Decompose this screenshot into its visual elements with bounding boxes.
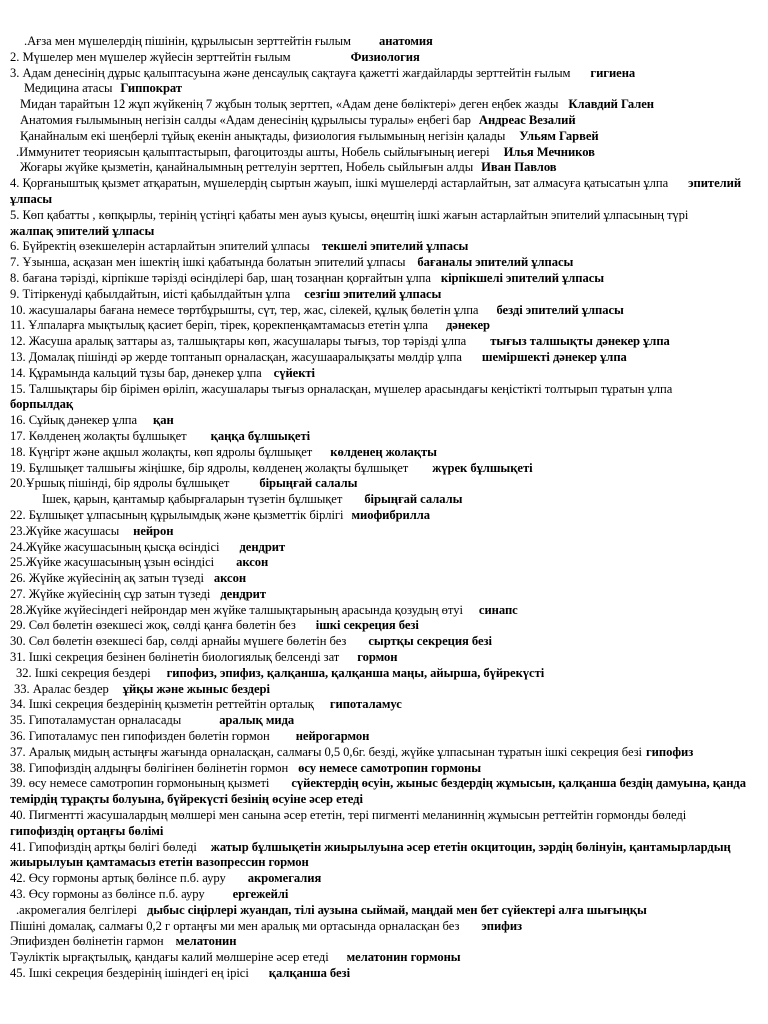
question-text: 4. Қорғаныштық қызмет атқаратын, мүшелердің сыртын жауып, ішкі мүшелерді астарлайтын, зат алмасуға қатысатын ұлпа bbox=[10, 176, 669, 191]
answer-text: дыбыс сіңірлері жуандап, тілі аузына сыймай, маңдай мен бет сүйектері алға шығыңқы bbox=[146, 902, 647, 917]
answer-text: гипоталамус bbox=[329, 697, 402, 712]
question-line bbox=[10, 255, 756, 271]
question-line bbox=[10, 524, 756, 540]
answer-text: жалпақ эпителий ұлпасы bbox=[10, 223, 155, 238]
question-text: Тәуліктік ырғақтылық, қандағы калий мөлшеріне әсер етеді bbox=[10, 950, 329, 965]
answer-text: мелатонин гормоны bbox=[346, 950, 461, 965]
question-text: .Иммунитет теориясын қалыптастырып, фагоцитозды ашты, Нобель сыйлығының иегері bbox=[16, 144, 490, 159]
question-text: 30. Сөл бөлетін өзекшесі бар, сөлді арнайы мүшеге бөлетін без bbox=[10, 634, 347, 649]
question-text: Ішек, қарын, қантамыр қабырғаларын түзетін бұлшықет bbox=[42, 492, 343, 507]
question-text: 9. Тітіркенуді қабылдайтын, иісті қабылдайтын ұлпа bbox=[10, 286, 291, 301]
question-line bbox=[10, 587, 756, 603]
question-text: .акромегалия белгілері bbox=[16, 902, 137, 917]
question-text: 14. Құрамында кальций тұзы бар, дәнекер ұлпа bbox=[10, 365, 262, 380]
answer-text: Иван Павлов bbox=[481, 160, 557, 175]
question-text: 17. Көлденең жолақты бұлшықет bbox=[10, 428, 187, 443]
question-text: 6. Бүйректің өзекшелерін астарлайтын эпителий ұлпасы bbox=[10, 239, 310, 254]
question-text: Жоғары жүйке қызметін, қанайналымның реттелуін зерттеп, Нобель сыйлығын алды bbox=[20, 160, 474, 175]
answer-text: сезгіш эпителий ұлпасы bbox=[304, 286, 442, 301]
question-line bbox=[10, 334, 756, 350]
answer-text: дендрит bbox=[220, 586, 267, 601]
answer-text: шеміршекті дәнекер ұлпа bbox=[481, 349, 627, 364]
question-text: Эпифизден бөлінетін гармон bbox=[10, 934, 164, 949]
question-text: 40. Пигментті жасушалардың мөлшері мен санына әсер ететін, тері пигменті меланиннің жұмысын реттейтін гормонды бөледі bbox=[10, 808, 687, 823]
answer-text: дәнекер bbox=[445, 318, 490, 333]
answer-text: кірпікшелі эпителий ұлпасы bbox=[440, 270, 605, 285]
question-line bbox=[10, 697, 756, 713]
answer-text: гипофиздің ортаңғы бөлімі bbox=[10, 823, 164, 838]
question-text: 5. Көп қабатты , көпқырлы, терінің үстіңгі қабаты мен ауыз қуысы, өңештің ішкі жағын астарлайтын эпителий ұлпасының түрі bbox=[10, 207, 689, 222]
answer-text: мелатонин bbox=[175, 934, 237, 949]
question-text: 26. Жүйке жүйесінің ақ затын түзеді bbox=[10, 571, 204, 586]
question-line bbox=[10, 887, 756, 903]
answer-text: миофибрилла bbox=[351, 507, 431, 522]
question-line bbox=[10, 840, 756, 872]
question-text: 23.Жүйке жасушасы bbox=[10, 523, 120, 538]
question-line bbox=[10, 318, 756, 334]
answer-text: бірыңғай салалы bbox=[364, 492, 463, 507]
question-line bbox=[10, 729, 756, 745]
answer-text: аксон bbox=[236, 555, 269, 570]
answer-text: ұйқы және жыныс бездері bbox=[122, 681, 270, 696]
question-line bbox=[10, 366, 756, 382]
answer-text: гипофиз bbox=[646, 744, 694, 759]
question-line bbox=[10, 682, 756, 698]
question-text: 35. Гипоталамустан орналасады bbox=[10, 713, 182, 728]
question-line bbox=[10, 303, 756, 319]
question-line bbox=[10, 603, 756, 619]
answer-text: анатомия bbox=[378, 34, 433, 48]
question-line bbox=[10, 239, 756, 255]
answer-text: безді эпителий ұлпасы bbox=[496, 302, 624, 317]
question-text: 25.Жүйке жасушасының ұзын өсіндісі bbox=[10, 555, 215, 570]
answer-text: көлденең жолақты bbox=[330, 444, 437, 459]
question-line bbox=[10, 555, 756, 571]
question-text: 10. жасушалары бағана немесе төртбұрышты, сүт, тер, жас, сілекей, құлық бөлетін ұлпа bbox=[10, 302, 479, 317]
question-line bbox=[10, 666, 756, 682]
question-line bbox=[10, 350, 756, 366]
answer-text: борпылдақ bbox=[10, 397, 74, 412]
question-line bbox=[10, 903, 756, 919]
question-line bbox=[10, 160, 756, 176]
question-text: 20.Ұршық пішінді, бір ядролы бұлшықет bbox=[10, 476, 230, 491]
answer-text: сыртқы секреция безі bbox=[368, 634, 492, 649]
question-text: 43. Өсу гормоны аз бөлінсе п.б. ауру bbox=[10, 887, 205, 902]
answer-text: жатыр бұлшықетін жиырылуына әсер ететін окцитоцин, зәрдің бөлінуін, қантамырлардың жиырылуын қамтамасыз ететін вазопрессин гормон bbox=[10, 839, 731, 870]
answer-text: Гиппократ bbox=[120, 81, 182, 96]
answer-text: Клавдий Гален bbox=[568, 97, 654, 112]
answer-text: тығыз талшықты дәнекер ұлпа bbox=[490, 334, 670, 349]
question-line bbox=[10, 934, 756, 950]
question-text: 3. Адам денесінің дұрыс қалыптасуына және денсаулық сақтауға қажетті жағдайларды зерттейтін ғылым bbox=[10, 65, 571, 80]
question-text: 24.Жүйке жасушасының қысқа өсіндісі bbox=[10, 539, 220, 554]
answer-text: Ульям Гарвей bbox=[519, 128, 599, 143]
question-line bbox=[10, 81, 756, 97]
question-line bbox=[10, 145, 756, 161]
question-line bbox=[10, 445, 756, 461]
answer-text: Физиология bbox=[350, 49, 420, 64]
answer-text: бағаналы эпителий ұлпасы bbox=[417, 255, 574, 270]
question-text: 39. өсу немесе самотропин гормонының қызметі bbox=[10, 776, 270, 791]
question-line bbox=[10, 508, 756, 524]
answer-text: эпифиз bbox=[481, 918, 523, 933]
question-line bbox=[10, 634, 756, 650]
answer-text: нейрон bbox=[133, 523, 174, 538]
question-line bbox=[10, 761, 756, 777]
question-text: 41. Гипофиздің артқы бөлігі бөледі bbox=[10, 839, 197, 854]
question-line bbox=[10, 650, 756, 666]
question-text: 18. Күңгірт және ақшыл жолақты, көп ядролы бұлшықет bbox=[10, 444, 313, 459]
question-text: 29. Сөл бөлетін өзекшесі жоқ, сөлді қанға бөлетін без bbox=[10, 618, 296, 633]
answer-text: сүйектердің өсуін, жыныс бездердің жұмысын, қалқанша бездің дамуына, қанда темірдің тұрақты болуына, бүйрекүсті безінің өсуіне әсер етеді bbox=[10, 776, 746, 807]
answer-text: эпителий ұлпасы bbox=[10, 176, 742, 206]
answer-text: Илья Мечников bbox=[503, 144, 595, 159]
question-text: Пішіні домалақ, салмағы 0,2 г ортаңғы ми мен аралық ми ортасында орналасқан без bbox=[10, 918, 460, 933]
question-line bbox=[10, 34, 756, 50]
answer-text: аксон bbox=[213, 571, 247, 586]
question-text: 27. Жүйке жүйесінің сұр затын түзеді bbox=[10, 586, 211, 601]
question-line bbox=[10, 540, 756, 556]
question-line bbox=[10, 871, 756, 887]
question-line bbox=[10, 713, 756, 729]
question-text: 8. бағана тәрізді, кірпікше тәрізді өсінділері бар, шаң тозаңнан қорғайтын ұлпа bbox=[10, 270, 431, 285]
question-text: 15. Талшықтары бір бірімен өріліп, жасушалары тығыз орналасқан, мүшелер арасындағы кеңістікті толтырып тұратын ұлпа bbox=[10, 381, 673, 396]
question-line bbox=[10, 745, 756, 761]
answer-text: қан bbox=[153, 413, 174, 428]
question-text: 36. Гипоталамус пен гипофизден бөлетін гормон bbox=[10, 729, 270, 744]
question-text: 13. Домалақ пішінді әр жерде топтанып орналасқан, жасушааралықзаты мөлдір ұлпа bbox=[10, 349, 462, 364]
answer-text: ішкі секреция безі bbox=[315, 618, 419, 633]
answer-text: текшелі эпителий ұлпасы bbox=[321, 239, 469, 254]
question-line bbox=[10, 382, 756, 414]
question-text: 2. Мүшелер мен мүшелер жүйесін зерттейтін ғылым bbox=[10, 49, 291, 64]
answer-text: синапс bbox=[478, 602, 518, 617]
question-line bbox=[10, 208, 756, 240]
question-text: 16. Сұйық дәнекер ұлпа bbox=[10, 413, 138, 428]
question-text: 42. Өсу гормоны артық бөлінсе п.б. ауру bbox=[10, 871, 226, 886]
question-line bbox=[10, 966, 756, 982]
question-text: 7. Ұзынша, асқазан мен ішектің ішкі қабатында болатын эпителий ұлпасы bbox=[10, 255, 406, 270]
question-line bbox=[10, 113, 756, 129]
question-text: 37. Аралық мидың астыңғы жағында орналасқан, салмағы 0,5 0,6г. безді, жүйке ұлпасынан тұратын ішкі секреция безі bbox=[10, 744, 643, 759]
answer-text: дендрит bbox=[239, 539, 286, 554]
answer-text: Андреас Везалий bbox=[478, 112, 576, 127]
question-line bbox=[10, 919, 756, 935]
answer-text: бірыңғай салалы bbox=[259, 476, 358, 491]
question-text: 45. Ішкі секреция бездерінің ішіндегі ең ірісі bbox=[10, 966, 249, 981]
question-line bbox=[10, 492, 756, 508]
question-text: 22. Бұлшықет ұлпасының құрылымдық және қызметтік бірлігі bbox=[10, 507, 344, 522]
question-line bbox=[10, 50, 756, 66]
answer-text: жүрек бұлшықеті bbox=[432, 460, 533, 475]
question-text: 28.Жүйке жүйесіндегі нейрондар мен жүйке талшықтарының арасында қозудың өтуі bbox=[10, 602, 463, 617]
question-text: 19. Бұлшықет талшығы жіңішке, бір ядролы, көлденең жолақты бұлшықет bbox=[10, 460, 409, 475]
answer-text: акромегалия bbox=[247, 871, 322, 886]
question-text: Медицина атасы bbox=[24, 81, 113, 96]
question-text: Анатомия ғылымының негізін салды «Адам денесінің құрылысы туралы» еңбегі бар bbox=[20, 112, 471, 127]
question-text: Қанайналым екі шеңберлі тұйық екенін анықтады, физиология ғылымының негізін қалады bbox=[20, 128, 506, 143]
question-text: 12. Жасуша аралық заттары аз, талшықтары көп, жасушалары тығыз, тор тәрізді ұлпа bbox=[10, 334, 467, 349]
answer-text: нейрогармон bbox=[295, 729, 370, 744]
question-line bbox=[10, 129, 756, 145]
question-line bbox=[10, 66, 756, 82]
question-text: 32. Ішкі секреция бездері bbox=[16, 665, 151, 680]
question-line bbox=[10, 287, 756, 303]
answer-text: гипофиз, эпифиз, қалқанша, қалқанша маңы, айырша, бүйрекүсті bbox=[166, 665, 545, 680]
question-text: .Ағза мен мүшелердің пішінін, құрылысын зерттейтін ғылым bbox=[24, 34, 351, 48]
answer-text: гигиена bbox=[590, 65, 636, 80]
question-line bbox=[10, 97, 756, 113]
question-line bbox=[10, 776, 756, 808]
question-line bbox=[10, 271, 756, 287]
question-line bbox=[10, 176, 756, 208]
answer-text: өсу немесе самотропин гормоны bbox=[298, 760, 481, 775]
answer-text: қалқанша безі bbox=[268, 966, 351, 981]
question-line bbox=[10, 950, 756, 966]
question-text: 33. Аралас бездер bbox=[14, 681, 109, 696]
answer-text: қаңқа бұлшықеті bbox=[210, 428, 311, 443]
question-line bbox=[10, 618, 756, 634]
question-text: 38. Гипофиздің алдыңғы бөлігінен бөлінетін гормон bbox=[10, 760, 289, 775]
answer-text: аралық мида bbox=[219, 713, 295, 728]
question-line bbox=[10, 461, 756, 477]
question-text: 31. Ішкі секреция безінен бөлінетін биологиялық белсенді зат bbox=[10, 650, 340, 665]
answer-text: сүйекті bbox=[273, 365, 315, 380]
question-line bbox=[10, 808, 756, 840]
question-text: 11. Ұлпаларға мықтылық қасиет беріп, тірек, қорекпенқамтамасыз ететін ұлпа bbox=[10, 318, 428, 333]
answer-text: ергежейлі bbox=[232, 887, 289, 902]
question-line bbox=[10, 429, 756, 445]
answer-text: гормон bbox=[357, 650, 398, 665]
question-text: Мидан тарайтын 12 жұп жүйкенің 7 жұбын толық зерттеп, «Адам дене бөліктері» деген еңбек жазды bbox=[20, 97, 559, 112]
question-line bbox=[10, 413, 756, 429]
question-line bbox=[10, 571, 756, 587]
question-line bbox=[10, 476, 756, 492]
question-text: 34. Ішкі секреция бездерінің қызметін реттейтін орталық bbox=[10, 697, 314, 712]
